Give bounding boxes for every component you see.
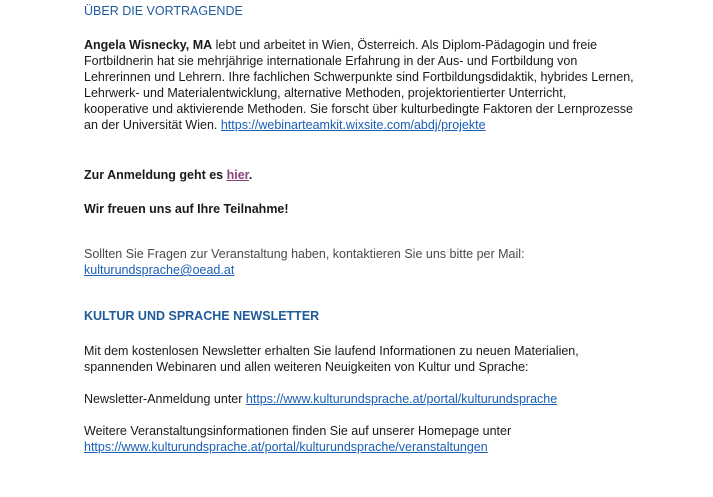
signup-prefix: Newsletter-Anmeldung unter [84, 392, 246, 406]
bio-line-1: lebt und arbeitet in Wien, Österreich. Als Diplom-Pädagogin und freie [212, 38, 598, 52]
newsletter-intro-line-1: Mit dem kostenlosen Newsletter erhalten Sie laufend Informationen zu neuen Materialien, [84, 344, 579, 358]
bio-line-5: kooperative und aktivierende Methoden. Sie forscht über kulturbedingte Faktoren der Lernprozesse [84, 102, 633, 116]
newsletter-signup [84, 391, 644, 407]
contact-block [84, 246, 644, 278]
speaker-bio [84, 37, 644, 133]
newsletter-intro [84, 343, 644, 375]
events-text: Weitere Veranstaltungsinformationen finden Sie auf unserer Homepage unter [84, 424, 512, 438]
bio-line-2: Fortbildnerin hat sie mehrjährige internationale Erfahrung in der Aus- und Fortbildung von [84, 54, 578, 68]
newsletter-signup-link[interactable]: https://www.kulturundsprache.at/portal/kulturundsprache [245, 392, 558, 406]
registration-line [84, 168, 252, 182]
registration-prefix: Zur Anmeldung geht es [84, 168, 227, 182]
registration-link[interactable]: hier [226, 168, 249, 182]
speaker-heading: ÜBER DIE VORTRAGENDE [84, 4, 243, 18]
contact-text: Sollten Sie Fragen zur Veranstaltung haben, kontaktieren Sie uns bitte per Mail: [84, 247, 525, 261]
registration-suffix: . [248, 168, 253, 182]
events-info [84, 423, 644, 455]
newsletter-intro-line-2: spannenden Webinaren und allen weiteren Neuigkeiten von Kultur und Sprache: [84, 360, 529, 374]
newsletter-heading: KULTUR UND SPRACHE NEWSLETTER [84, 309, 320, 323]
project-link[interactable]: https://webinarteamkit.wixsite.com/abdj/projekte [220, 118, 486, 132]
contact-email-link[interactable]: kulturundsprache@oead.at [84, 263, 235, 277]
bio-line-4: Lehrwerk- und Materialentwicklung, alternative Methoden, projektorientierter Unterricht, [84, 86, 567, 100]
bio-line-6: an der Universität Wien. [84, 118, 221, 132]
bio-line-3: Lehrerinnen und Lehrern. Ihre fachlichen Schwerpunkte sind Fortbildungsdidaktik, hybrides Lernen, [84, 70, 634, 84]
thanks-line: Wir freuen uns auf Ihre Teilnahme! [84, 202, 289, 216]
speaker-name: Angela Wisnecky, MA [84, 38, 213, 52]
events-link[interactable]: https://www.kulturundsprache.at/portal/kulturundsprache/veranstaltungen [84, 440, 488, 454]
